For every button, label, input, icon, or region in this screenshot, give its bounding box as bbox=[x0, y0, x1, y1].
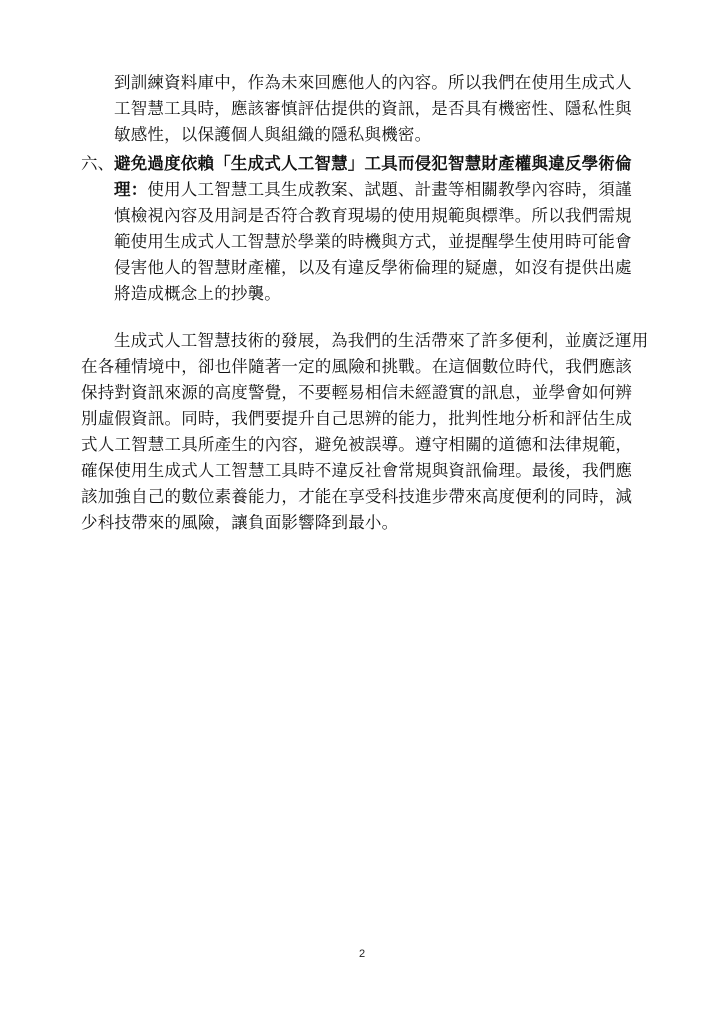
paragraph-line: 慎檢視內容及用詞是否符合教育現場的使用規範與標準。所以我們需規 bbox=[114, 206, 632, 225]
paragraph-text: 使用人工智慧工具生成教案、試題、計畫等相關教學內容時，須謹 bbox=[147, 180, 632, 199]
paragraph-line: 確保使用生成式人工智慧工具時不違反社會常規與資訊倫理。最後，我們應 bbox=[81, 461, 633, 480]
section-heading: 避免過度依賴「生成式人工智慧」工具而侵犯智慧財產權與違反學術倫 bbox=[114, 154, 632, 173]
paragraph-line: 將造成概念上的抄襲。 bbox=[114, 284, 281, 303]
page-number: 2 bbox=[358, 948, 366, 960]
paragraph-line: 範使用生成式人工智慧於學業的時機與方式，並提醒學生使用時可能會 bbox=[114, 232, 632, 251]
paragraph-line: 別虛假資訊。同時，我們要提升自己思辨的能力，批判性地分析和評估生成 bbox=[81, 409, 633, 428]
list-marker: 六、 bbox=[81, 154, 114, 173]
paragraph-line: 生成式人工智慧技術的發展，為我們的生活帶來了許多便利，並廣泛運用 bbox=[114, 331, 649, 350]
paragraph-line: 在各種情境中，卻也伴隨著一定的風險和挑戰。在這個數位時代，我們應該 bbox=[81, 357, 633, 376]
paragraph-line: 式人工智慧工具所產生的內容，避免被誤導。遵守相關的道德和法律規範， bbox=[81, 435, 633, 454]
paragraph-line: 保持對資訊來源的高度警覺，不要輕易相信未經證實的訊息，並學會如何辨 bbox=[81, 383, 633, 402]
paragraph-line: 到訓練資料庫中，作為未來回應他人的內容。所以我們在使用生成式人 bbox=[114, 73, 632, 92]
paragraph-line: 敏感性，以保護個人與組織的隱私與機密。 bbox=[114, 125, 432, 144]
section-heading-end: 理： bbox=[114, 180, 148, 199]
paragraph-line: 該加強自己的數位素養能力，才能在享受科技進步帶來高度便利的同時，減 bbox=[81, 487, 633, 506]
paragraph-line: 工智慧工具時，應該審慎評估提供的資訊，是否具有機密性、隱私性與 bbox=[114, 99, 632, 118]
paragraph-line: 少科技帶來的風險，讓負面影響降到最小。 bbox=[81, 513, 399, 532]
paragraph-line bbox=[114, 177, 632, 203]
paragraph-line: 侵害他人的智慧財產權，以及有違反學術倫理的疑慮，如沒有提供出處 bbox=[114, 258, 632, 277]
